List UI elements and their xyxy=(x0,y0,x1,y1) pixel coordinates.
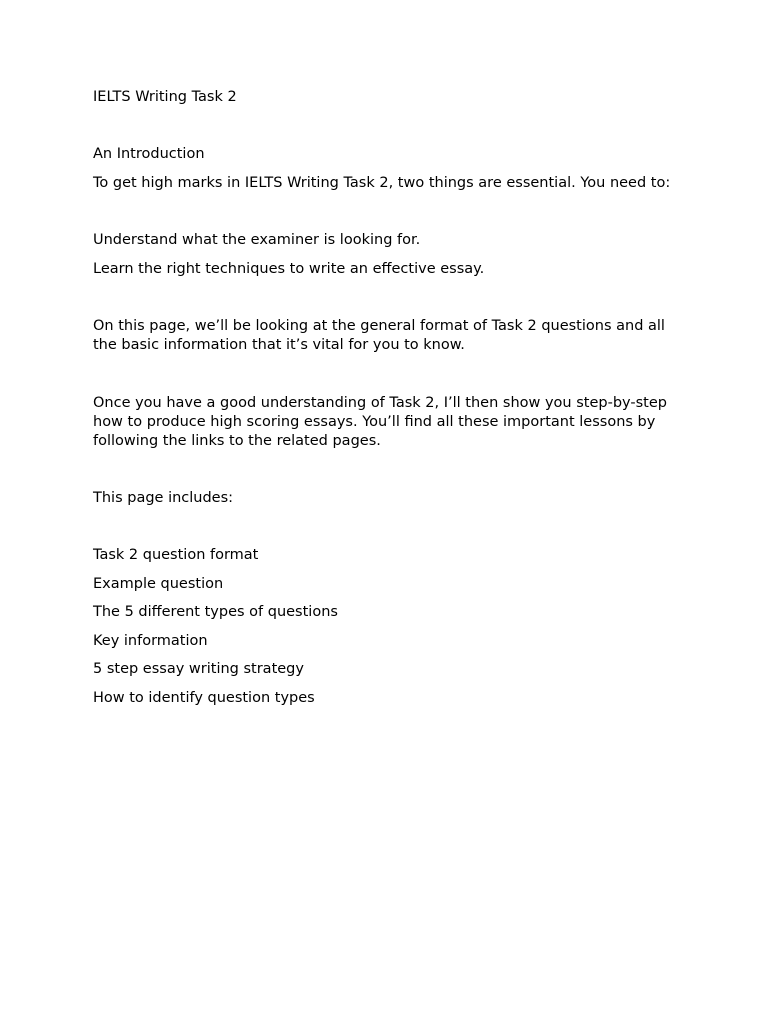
essential-item: Learn the right techniques to write an effective essay. xyxy=(93,261,485,277)
list-item: Task 2 question format xyxy=(93,547,259,563)
paragraph-format-info: On this page, we’ll be looking at the general format of Task 2 questions and all the basic information that it’s vital for you to know. xyxy=(93,318,665,353)
document-title: IELTS Writing Task 2 xyxy=(93,89,237,105)
list-item: Key information xyxy=(93,632,208,649)
list-item: 5 step essay writing strategy xyxy=(93,661,304,678)
list-item: How to identify question types xyxy=(93,689,315,706)
essential-item: Understand what the examiner is looking for. xyxy=(93,232,421,248)
section-heading: An Introduction xyxy=(93,146,205,162)
intro-text: To get high marks in IELTS Writing Task 2, two things are essential. You need to: xyxy=(93,175,671,191)
list-item: Example question xyxy=(93,575,224,592)
includes-list xyxy=(93,546,338,718)
list-item: The 5 different types of questions xyxy=(93,604,338,621)
includes-heading: This page includes: xyxy=(93,490,234,506)
paragraph-step-by-step: Once you have a good understanding of Task 2, I’ll then show you step-by-step how to produce high scoring essays. You’ll find all these important lessons by following the links to the related pages. xyxy=(93,395,667,449)
